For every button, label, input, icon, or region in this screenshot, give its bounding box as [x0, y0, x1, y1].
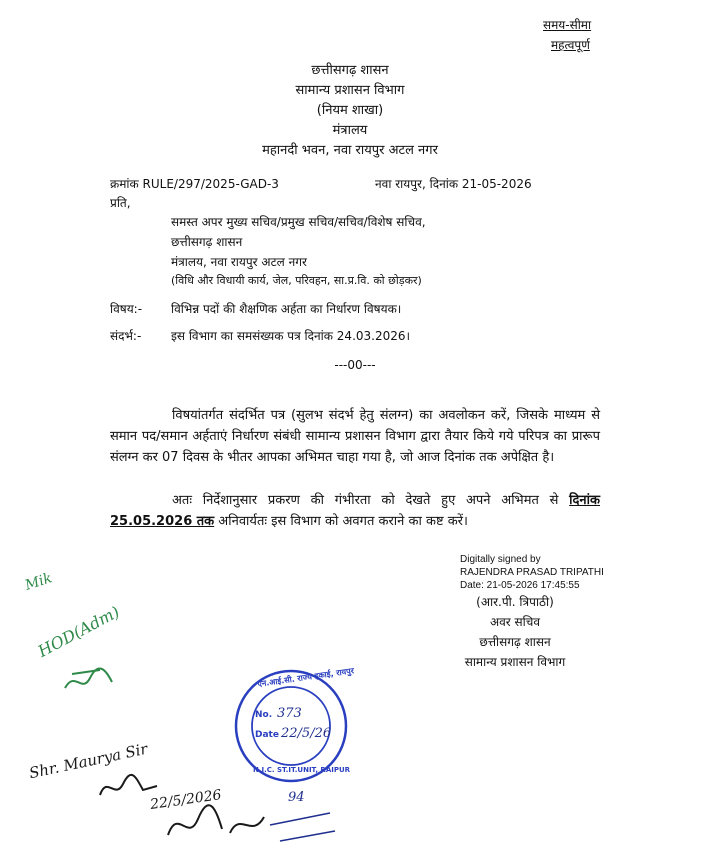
priority-important: महत्वपूर्ण: [551, 38, 590, 52]
header-address: महानदी भवन, नवा रायपुर अटल नगर: [262, 143, 438, 158]
stamp-no-value: 373: [277, 706, 302, 721]
subject-label: विषय:-: [110, 302, 143, 316]
handwritten-date: 22/5/2026: [149, 787, 223, 813]
addressee-line-1: समस्त अपर मुख्य सचिव/प्रमुख सचिव/सचिव/विशेष सचिव,: [171, 215, 426, 229]
signatory-designation: अवर सचिव: [489, 615, 541, 629]
digital-signature-line-1: Digitally signed by: [460, 554, 541, 565]
stamp-date-label: Date: [255, 730, 279, 740]
reference-label: संदर्भ:-: [110, 329, 142, 343]
addressee-line-2: छत्तीसगढ़ शासन: [171, 235, 243, 249]
deadline-date: दिनांक 25.05.2026 तक: [110, 493, 600, 529]
letter-number: क्रमांक RULE/297/2025-GAD-3: [110, 177, 279, 191]
body-paragraph-2-start: अतः निर्देशानुसार प्रकरण की गंभीरता को देखते हुए अपने अभिमत से: [172, 493, 570, 508]
stamp-bottom-text: N.I.C. ST.IT.UNIT, RAIPUR: [253, 766, 351, 774]
reference-text: इस विभाग का समसंख्यक पत्र दिनांक 24.03.2026।: [171, 329, 411, 343]
signatory-name: (आर.पी. त्रिपाठी): [476, 595, 554, 609]
nic-stamp: [233, 666, 355, 784]
header-dept: सामान्य प्रशासन विभाग: [295, 83, 405, 98]
stamp-outer-text: एन.आई.सी. राज्य इकाई, रायपुर: [256, 666, 355, 689]
header-govt: छत्तीसगढ़ शासन: [311, 63, 389, 78]
priority-time-limit: समय-सीमा: [543, 18, 592, 32]
signatory-org: छत्तीसगढ़ शासन: [479, 635, 551, 649]
subject-text: विभिन्न पदों की शैक्षणिक अर्हता का निर्धारण विषयक।: [171, 302, 402, 316]
handwritten-note-mik: Mik: [23, 570, 55, 594]
handwritten-note-hod: HOD(Adm): [34, 602, 123, 661]
handwritten-note-maurya: Shr. Maurya Sir: [27, 739, 150, 783]
body-paragraph-2: [110, 490, 600, 532]
letter-place-date: नवा रायपुर, दिनांक 21-05-2026: [375, 177, 532, 191]
letter-to: प्रति,: [110, 196, 131, 210]
stamp-no-label: No.: [255, 710, 273, 720]
header-branch: (नियम शाखा): [316, 103, 384, 118]
body-paragraph-2-end: अनिवार्यतः इस विभाग को अवगत कराने का कष्ट करें।: [214, 514, 468, 529]
handwritten-initial-green: [60, 660, 120, 700]
body-paragraph-1: विषयांतर्गत संदर्भित पत्र (सुलभ संदर्भ हेतु संलग्न) का अवलोकन करें, जिसके माध्यम से समान पद/समान अर्हताएं निर्धारण संबंधी सामान्य प्रशासन विभाग द्वारा तैयार किये गये परिपत्र का प्रारूप संलग्न कर 07 दिवस के भीतर आपका अभिमत चाहा गया है, जो आज दिनांक तक अपेक्षित है।: [110, 408, 600, 465]
header-ministry: मंत्रालय: [332, 123, 368, 138]
signatory-dept: सामान्य प्रशासन विभाग: [464, 655, 566, 669]
handwritten-signature-2: [160, 795, 360, 850]
addressee-line-3: मंत्रालय, नवा रायपुर अटल नगर: [171, 255, 307, 269]
addressee-exclusion: (विधि और विधायी कार्य, जेल, परिवहन, सा.प्र.वि. को छोड़कर): [171, 274, 422, 287]
digital-signature: [460, 553, 604, 592]
stamp-date-value: 22/5/26: [281, 726, 332, 741]
divider: ---00---: [334, 358, 376, 372]
digital-signature-line-2: RAJENDRA PRASAD TRIPATHI: [460, 567, 604, 578]
handwritten-number: 94: [288, 790, 305, 805]
digital-signature-line-3: Date: 21-05-2026 17:45:55: [460, 580, 580, 591]
